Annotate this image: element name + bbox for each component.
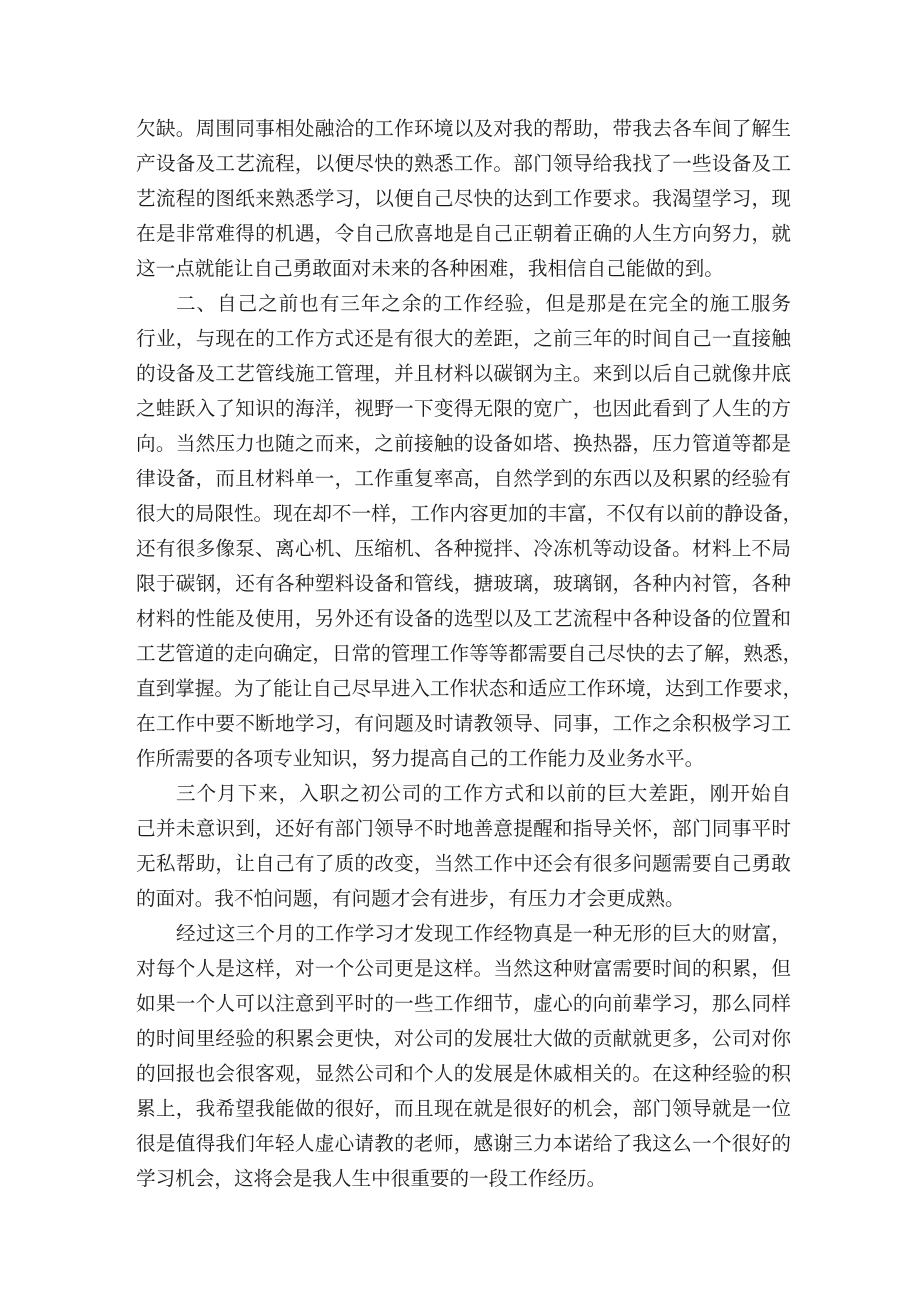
text-line: 还有很多像泵、离心机、压缩机、各种搅拌、冷冻机等动设备。材料上不局 — [136, 537, 791, 560]
text-line: 累上，我希望我能做的很好，而且现在就是很好的机会，部门领导就是一位 — [136, 1097, 791, 1120]
text-line: 二、自己之前也有三年之余的工作经验，但是那是在完全的施工服务 — [176, 292, 791, 315]
text-line: 产设备及工艺流程，以便尽快的熟悉工作。部门领导给我找了一些设备及工 — [136, 152, 791, 175]
paragraph-2 — [136, 286, 803, 776]
text-line: 如果一个人可以注意到平时的一些工作细节，虚心的向前辈学习，那么同样 — [136, 992, 791, 1015]
text-line: 行业，与现在的工作方式还是有很大的差距，之前三年的时间自己一直接触 — [136, 327, 791, 350]
text-line: 的时间里经验的积累会更快，对公司的发展壮大做的贡献就更多，公司对你 — [136, 1027, 791, 1050]
text-line: 的回报也会很客观，显然公司和个人的发展是休戚相关的。在这种经验的积 — [136, 1062, 791, 1085]
text-line: 欠缺。周围同事相处融洽的工作环境以及对我的帮助，带我去各车间了解生 — [136, 117, 791, 140]
document-body — [136, 111, 803, 1196]
text-line: 在是非常难得的机遇，令自己欣喜地是自己正朝着正确的人生方向努力，就 — [136, 222, 791, 245]
text-line: 艺流程的图纸来熟悉学习，以便自己尽快的达到工作要求。我渴望学习，现 — [136, 187, 791, 210]
text-line: 三个月下来，入职之初公司的工作方式和以前的巨大差距，刚开始自 — [176, 782, 791, 805]
text-line: 学习机会，这将会是我人生中很重要的一段工作经历。 — [136, 1167, 607, 1190]
text-line: 律设备，而且材料单一，工作重复率高，自然学到的东西以及积累的经验有 — [136, 467, 791, 490]
text-line: 之蛙跃入了知识的海洋，视野一下变得无限的宽广，也因此看到了人生的方 — [136, 397, 791, 420]
text-line: 的设备及工艺管线施工管理，并且材料以碳钢为主。来到以后自己就像井底 — [136, 362, 791, 385]
text-line: 工艺管道的走向确定，日常的管理工作等等都需要自己尽快的去了解，熟悉， — [136, 642, 803, 665]
text-line: 的面对。我不怕问题，有问题才会有进步，有压力才会更成熟。 — [136, 887, 685, 910]
text-line: 作所需要的各项专业知识，努力提高自己的工作能力及业务水平。 — [136, 747, 705, 770]
text-line: 无私帮助，让自己有了质的改变，当然工作中还会有很多问题需要自己勇敢 — [136, 852, 791, 875]
text-line: 对每个人是这样，对一个公司更是这样。当然这种财富需要时间的积累，但 — [136, 957, 791, 980]
text-line: 很大的局限性。现在却不一样，工作内容更加的丰富，不仅有以前的静设备， — [136, 502, 803, 525]
text-line: 经过这三个月的工作学习才发现工作经物真是一种无形的巨大的财富， — [176, 922, 791, 945]
text-line: 材料的性能及使用，另外还有设备的选型以及工艺流程中各种设备的位置和 — [136, 607, 791, 630]
paragraph-3 — [136, 776, 791, 916]
text-line: 限于碳钢，还有各种塑料设备和管线，搪玻璃，玻璃钢，各种内衬管，各种 — [136, 572, 791, 595]
text-line: 直到掌握。为了能让自己尽早进入工作状态和适应工作环境，达到工作要求， — [136, 677, 803, 700]
paragraph-1 — [136, 111, 791, 286]
paragraph-4 — [136, 916, 791, 1196]
text-line: 向。当然压力也随之而来，之前接触的设备如塔、换热器，压力管道等都是 — [136, 432, 791, 455]
text-line: 己并未意识到，还好有部门领导不时地善意提醒和指导关怀，部门同事平时 — [136, 817, 791, 840]
text-line: 很是值得我们年轻人虚心请教的老师，感谢三力本诺给了我这么一个很好的 — [136, 1132, 791, 1155]
text-line: 在工作中要不断地学习，有问题及时请教领导、同事，工作之余积极学习工 — [136, 712, 791, 735]
text-line: 这一点就能让自己勇敢面对未来的各种困难，我相信自己能做的到。 — [136, 257, 724, 280]
